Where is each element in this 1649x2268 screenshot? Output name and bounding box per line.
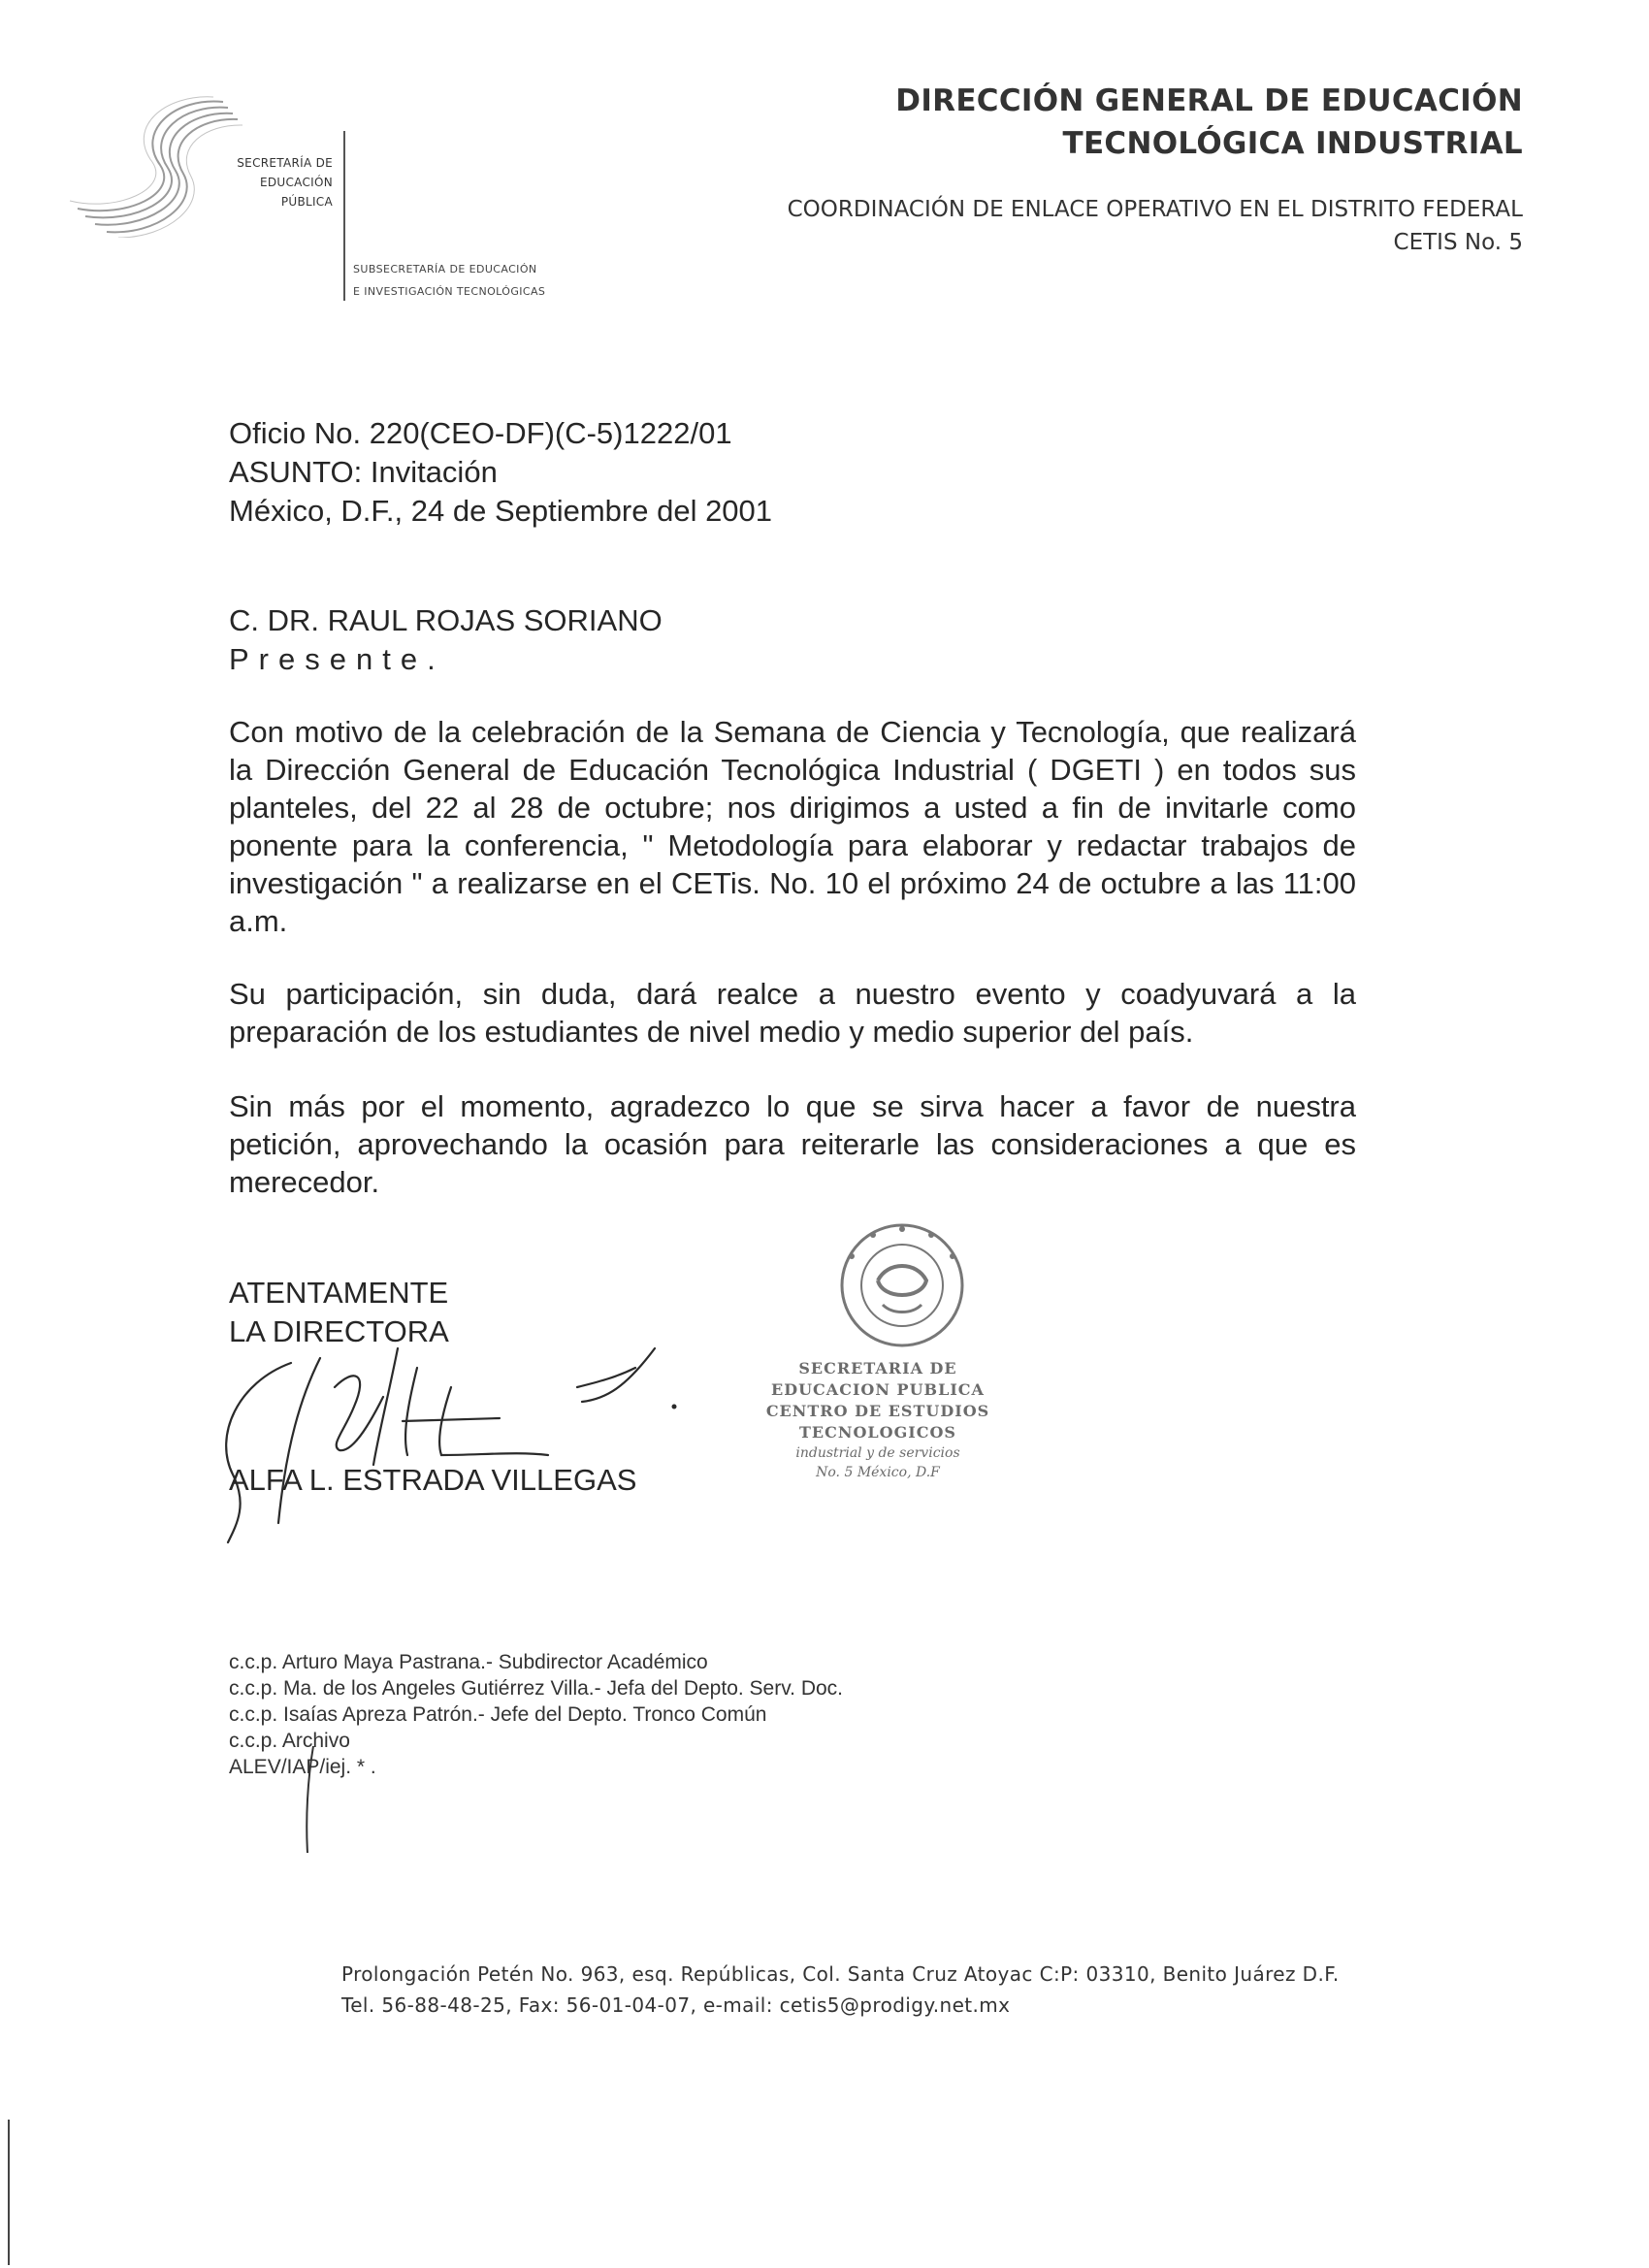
seal-text [732,1358,1023,1482]
signer-name: ALFA L. ESTRADA VILLEGAS [229,1463,637,1497]
seal-line: CENTRO DE ESTUDIOS [765,1402,990,1420]
signature-mark [209,1329,713,1552]
logo-line: PÚBLICA [280,195,333,209]
logo-line: SECRETARÍA DE [237,156,333,170]
sep-logo-text [221,153,333,211]
letterhead [788,80,1523,259]
signer-role: LA DIRECTORA [229,1314,449,1348]
institution-title: TECNOLÓGICA INDUSTRIAL [1062,126,1523,161]
scan-edge-line [8,2120,10,2265]
ccp-line: ALEV/IAP/iej. * . [229,1756,376,1778]
footer-address-line: Prolongación Petén No. 963, esq. Repúblicas, Col. Santa Cruz Atoyac C:P: 03310, Benito Juárez D.F. [341,1962,1340,1986]
ccp-line: c.c.p. Archivo [229,1730,350,1752]
subsecretaria-line: SUBSECRETARÍA DE EDUCACIÓN [353,263,537,275]
logo-divider [343,131,345,301]
subject-line: ASUNTO: Invitación [229,455,498,489]
ccp-line: c.c.p. Ma. de los Angeles Gutiérrez Villa.- Jefa del Depto. Serv. Doc. [229,1677,844,1700]
subsecretaria-label [353,258,545,303]
institution-title: DIRECCIÓN GENERAL DE EDUCACIÓN [895,83,1523,118]
seal-line: SECRETARIA DE [798,1359,957,1377]
seal-line: No. 5 México, D.F [816,1465,940,1480]
initial-mark [296,1741,325,1858]
closing-atentamente: ATENTAMENTE [229,1276,449,1310]
footer-address [341,1959,1340,2021]
ccp-line: c.c.p. Isaías Apreza Patrón.- Jefe del Depto. Tronco Común [229,1703,767,1726]
body-paragraph: Con motivo de la celebración de la Semana de Ciencia y Tecnología, que realizará la Dirección General de Educación Tecnológica Industrial ( DGETI ) en todos sus planteles, del 22 al 28 de octubre; nos dirigimos a usted a fin de invitarle como ponente para la conferencia, " Metodología para elaborar y redactar trabajos de investigación " a realizarse en el CETis. No. 10 el próximo 24 de octubre a las 11:00 a.m. [229,715,1356,938]
coordination-label: COORDINACIÓN DE ENLACE OPERATIVO EN EL DISTRITO FEDERAL [787,197,1523,222]
logo-line: EDUCACIÓN [259,176,333,189]
ccp-line: c.c.p. Arturo Maya Pastrana.- Subdirector Académico [229,1651,708,1673]
reference-block [229,414,772,531]
body-paragraph: Su participación, sin duda, dará realce a nuestro evento y coadyuvará a la preparación de los estudiantes de nivel medio y medio superior del país. [229,977,1356,1049]
seal-line: EDUCACION PUBLICA [771,1380,985,1399]
footer-contact-line: Tel. 56-88-48-25, Fax: 56-01-04-07, e-mail: cetis5@prodigy.net.mx [341,1993,1011,2017]
school-label: CETIS No. 5 [1393,230,1523,255]
body-paragraph: Sin más por el momento, agradezco lo que se sirva hacer a favor de nuestra petición, aprovechando la ocasión para reiterarle las consideraciones a que es merecedor. [229,1089,1356,1199]
seal-line: TECNOLOGICOS [799,1423,956,1442]
presente-salutation: Presente. [229,642,445,676]
addressee-block [229,601,663,679]
oficio-number: Oficio No. 220(CEO-DF)(C-5)1222/01 [229,416,732,450]
subsecretaria-line: E INVESTIGACIÓN TECNOLÓGICAS [353,285,546,298]
place-date: México, D.F., 24 de Septiembre del 2001 [229,494,773,528]
seal-line: industrial y de servicios [795,1445,960,1461]
addressee-name: C. DR. RAUL ROJAS SORIANO [229,603,663,637]
